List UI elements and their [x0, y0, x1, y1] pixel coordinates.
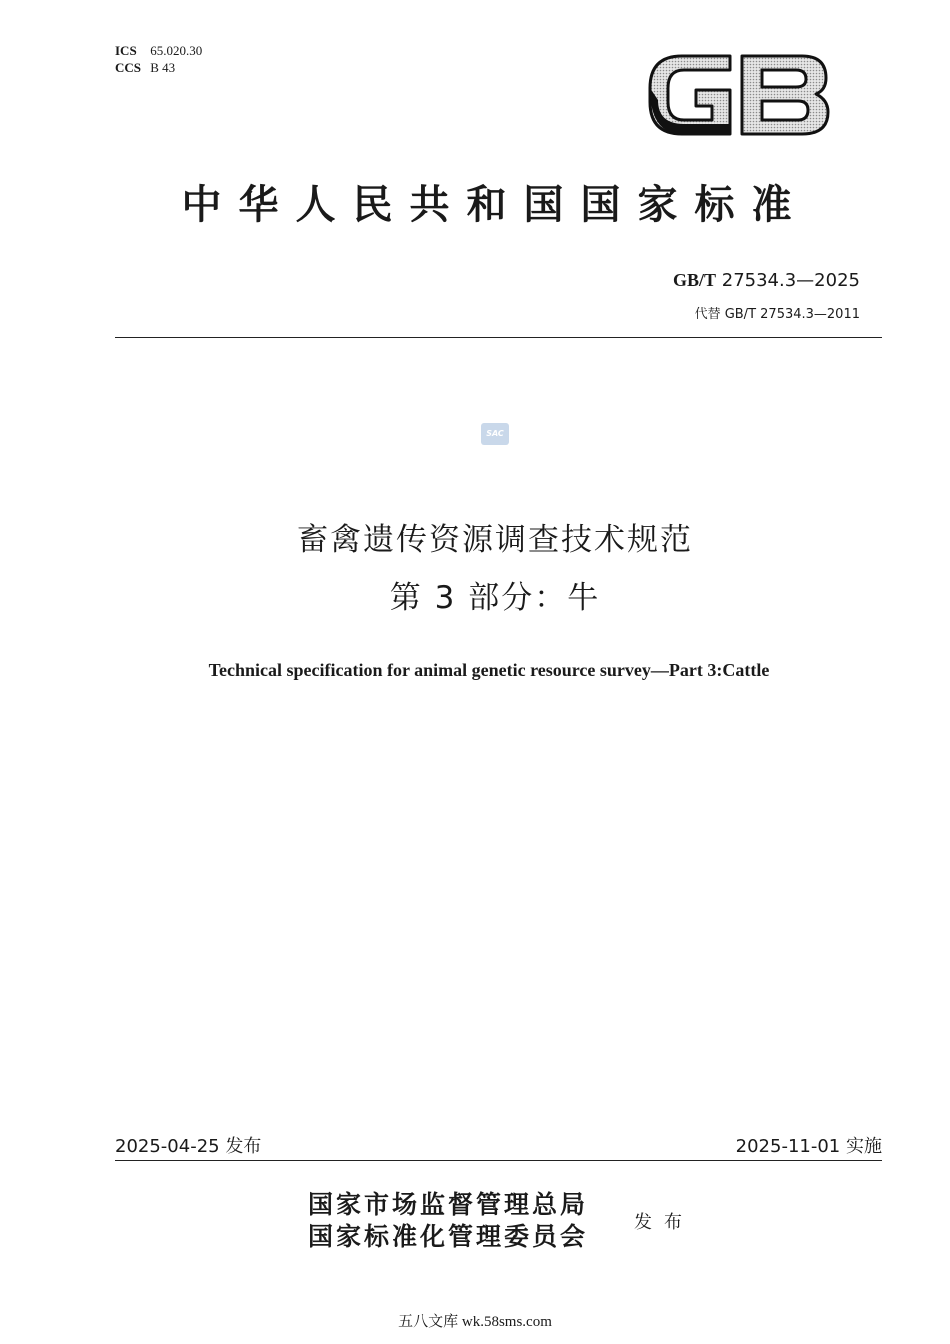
ics-code: 65.020.30: [150, 43, 203, 58]
gb-logo-text: GB: [644, 48, 646, 49]
ccs-label: CCS: [115, 60, 142, 75]
replaces-standard: [695, 303, 860, 322]
issuer-samr: 国家市场监督管理总局: [308, 1192, 589, 1219]
standard-number-value: 27534.3—2025: [721, 270, 860, 291]
replaces-number: 27534.3—2011: [760, 307, 860, 322]
ics-line: [115, 42, 202, 59]
document-title-part: 第 3 部分：牛: [389, 580, 601, 616]
gb-logo: [644, 48, 832, 142]
ics-label: ICS: [115, 43, 137, 58]
publish-label: 发布: [634, 1212, 694, 1232]
ccs-line: [115, 59, 202, 76]
national-standard-title: 中华人民共和国国家标准: [181, 182, 809, 227]
header-divider: [115, 337, 882, 338]
footer-divider: [115, 1160, 882, 1161]
document-title-main: 畜禽遗传资源调查技术规范: [297, 522, 693, 558]
document-title-english: Technical specification for animal genetic resource survey—Part 3:Cattle: [208, 660, 770, 680]
standard-number: [673, 270, 860, 291]
ccs-code: B 43: [150, 60, 176, 75]
issuer-sac: 国家标准化管理委员会: [308, 1224, 589, 1251]
classification-codes: [115, 42, 202, 76]
issue-date: 2025-04-25 发布: [115, 1136, 262, 1157]
sac-logo: SAC: [481, 423, 509, 445]
replaces-prefix: 代替 GB/T: [694, 307, 757, 322]
footer-watermark: 五八文库 wk.58sms.com: [398, 1314, 552, 1330]
implementation-date: 2025-11-01 实施: [735, 1136, 882, 1157]
standard-number-prefix: GB/T: [673, 270, 717, 290]
